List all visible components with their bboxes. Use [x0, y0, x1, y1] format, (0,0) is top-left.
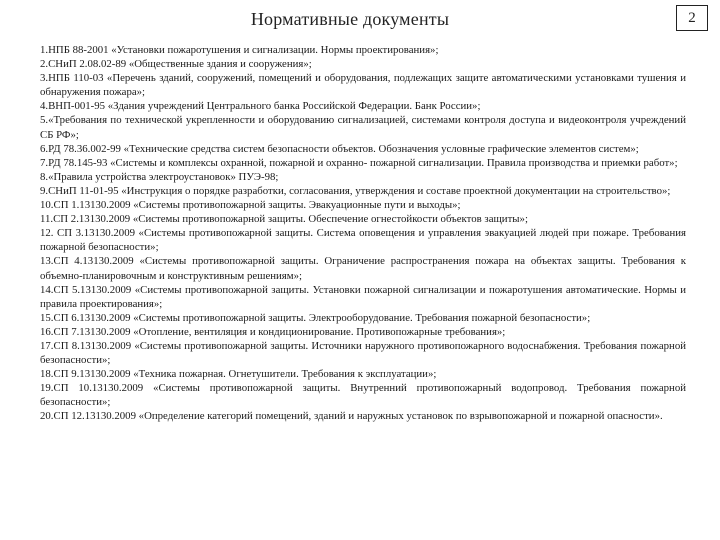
list-item: 19.СП 10.13130.2009 «Системы противопожарной защиты. Внутренний противопожарный водопровод. Требования пожарной безопасности»; — [40, 382, 686, 409]
list-item: 13.СП 4.13130.2009 «Системы противопожарной защиты. Ограничение распространения пожара на объектах защиты. Требования к объемно-планировочным и конструктивным решениям»; — [40, 255, 686, 282]
list-item: 3.НПБ 110-03 «Перечень зданий, сооружений, помещений и оборудования, подлежащих защите автоматическими установками тушения и обнаружения пожара»; — [40, 72, 686, 99]
list-item: 4.ВНП-001-95 «Здания учреждений Центрального банка Российской Федерации. Банк России»; — [40, 100, 481, 113]
list-item: 1.НПБ 88-2001 «Установки пожаротушения и сигнализации. Нормы проектирования»; — [40, 44, 439, 56]
page-number-box: 2 — [676, 5, 708, 31]
list-item: 9.СНиП 11-01-95 «Инструкция о порядке разработки, согласования, утверждения и составе проектной документации на строительство»; — [40, 184, 671, 197]
list-item: 2.СНиП 2.08.02-89 «Общественные здания и сооружения»; — [40, 58, 312, 71]
list-item: 15.СП 6.13130.2009 «Системы противопожарной защиты. Электрооборудование. Требования пожарной безопасности»; — [40, 311, 591, 324]
list-item: 14.СП 5.13130.2009 «Системы противопожарной защиты. Установки пожарной сигнализации и пожаротушения автоматические. Нормы и правила проектирования»; — [40, 283, 686, 310]
list-item: 5.«Требования по технической укрепленности и оборудованию сигнализацией, системами контроля доступа и видеоконтроля учреждений СБ РФ»; — [40, 114, 686, 141]
document-list — [40, 43, 686, 424]
list-item: 8.«Правила устройства электроустановок» ПУЭ-98; — [40, 170, 279, 183]
list-item: 16.СП 7.13130.2009 «Отопление, вентиляция и кондиционирование. Противопожарные требования»; — [40, 325, 506, 338]
list-item: 20.СП 12.13130.2009 «Определение категорий помещений, зданий и наружных установок по взрывопожарной и пожарной опасности». — [40, 410, 663, 423]
page-title: Нормативные документы — [250, 9, 450, 29]
list-item: 12. СП 3.13130.2009 «Системы противопожарной защиты. Система оповещения и управления эвакуацией людей при пожаре. Требования пожарной безопасности»; — [40, 227, 686, 254]
list-item: 10.СП 1.13130.2009 «Системы противопожарной защиты. Эвакуационные пути и выходы»; — [40, 199, 461, 212]
list-item: 18.СП 9.13130.2009 «Техника пожарная. Огнетушители. Требования к эксплуатации»; — [40, 368, 437, 381]
list-item: 17.СП 8.13130.2009 «Системы противопожарной защиты. Источники наружного противопожарного водоснабжения. Требования пожарной безопасности»; — [40, 339, 686, 367]
list-item: 6.РД 78.36.002-99 «Технические средства систем безопасности объектов. Обозначения условные графические элементов систем»; — [40, 142, 639, 155]
list-item: 7.РД 78.145-93 «Системы и комплексы охранной, пожарной и охранно- пожарной сигнализации. Правила производства и приемки работ»; — [40, 156, 678, 169]
list-item: 11.СП 2.13130.2009 «Системы противопожарной защиты. Обеспечение огнестойкости объектов защиты»; — [40, 213, 528, 226]
